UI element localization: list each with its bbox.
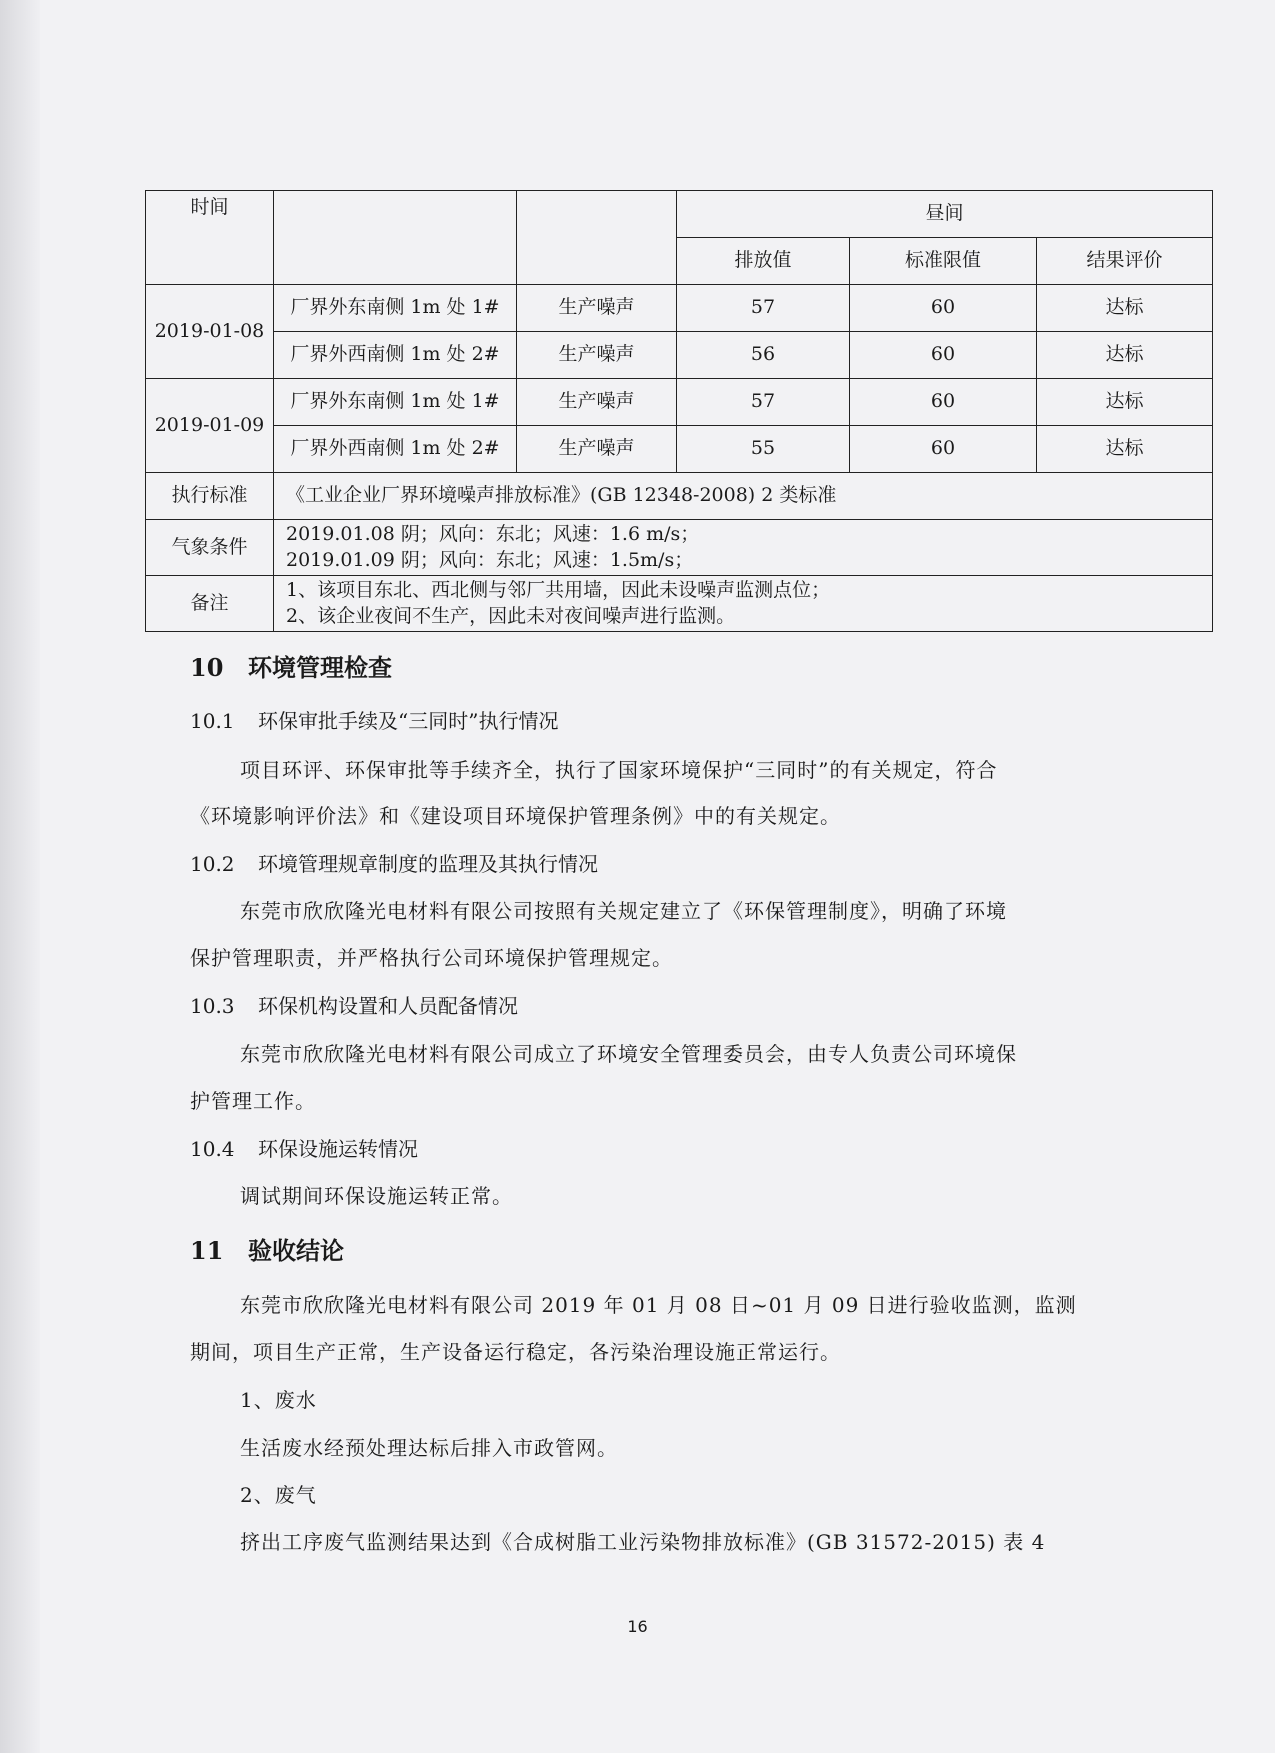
header-source [517,191,677,285]
subsection-number: 10.4 [190,1137,235,1161]
result-cell: 达标 [1037,285,1213,332]
source-cell: 生产噪声 [517,332,677,379]
table-row [146,285,1213,332]
limit-cell: 60 [850,426,1037,473]
paragraph-line: 东莞市欣欣隆光电材料有限公司按照有关规定建立了《环保管理制度》，明确了环境 [240,899,1007,923]
weather-text [274,520,1213,576]
header-result: 结果评价 [1037,238,1213,285]
subsection-number: 10.2 [190,852,235,876]
weather-line: 2019.01.08 阴；风向：东北；风速：1.6 m/s； [286,522,700,545]
emission-cell: 55 [677,426,850,473]
header-time: 时间 [146,191,274,285]
emission-cell: 56 [677,332,850,379]
subsection-10-4-heading [190,1133,418,1162]
subsection-10-1-heading [190,705,558,734]
standard-text: 《工业企业厂界环境噪声排放标准》(GB 12348-2008) 2 类标准 [274,473,1213,520]
notes-label: 备注 [146,576,274,632]
table-row [146,379,1213,426]
limit-cell: 60 [850,332,1037,379]
result-cell: 达标 [1037,379,1213,426]
section-number: 11 [190,1236,224,1265]
result-cell: 达标 [1037,332,1213,379]
standard-label: 执行标准 [146,473,274,520]
paragraph-line: 《环境影响评价法》和《建设项目环境保护管理条例》中的有关规定。 [190,804,841,828]
emission-cell: 57 [677,379,850,426]
paragraph-line: 期间，项目生产正常，生产设备运行稳定，各污染治理设施正常运行。 [190,1340,841,1364]
page-number: 16 [627,1617,648,1636]
point-cell: 厂界外西南侧 1m 处 2# [274,332,517,379]
point-cell: 厂界外东南侧 1m 处 1# [274,379,517,426]
header-point [274,191,517,285]
notes-text [274,576,1213,632]
subsection-10-2-heading [190,848,598,877]
section-title: 验收结论 [248,1236,344,1265]
scan-page-edge [0,0,40,1753]
subsection-number: 10.3 [190,994,235,1018]
section-10-heading [190,648,392,683]
source-cell: 生产噪声 [517,379,677,426]
point-cell: 厂界外东南侧 1m 处 1# [274,285,517,332]
section-number: 10 [190,653,224,682]
source-cell: 生产噪声 [517,426,677,473]
list-item-heading: 1、废水 [240,1388,317,1412]
paragraph-line: 保护管理职责，并严格执行公司环境保护管理规定。 [190,946,673,970]
table-row [146,426,1213,473]
limit-cell: 60 [850,379,1037,426]
paragraph-line: 护管理工作。 [190,1089,316,1113]
subsection-title: 环保设施运转情况 [258,1137,418,1161]
subsection-title: 环保机构设置和人员配备情况 [258,994,518,1018]
noise-monitoring-table [145,190,1213,632]
section-11-heading [190,1231,344,1266]
date-cell: 2019-01-09 [146,379,274,473]
limit-cell: 60 [850,285,1037,332]
point-cell: 厂界外西南侧 1m 处 2# [274,426,517,473]
notes-line: 2、该企业夜间不生产，因此未对夜间噪声进行监测。 [286,604,736,627]
result-cell: 达标 [1037,426,1213,473]
section-title: 环境管理检查 [248,653,392,682]
list-item-heading: 2、废气 [240,1483,317,1507]
subsection-number: 10.1 [190,709,235,733]
header-emission: 排放值 [677,238,850,285]
table-row [146,332,1213,379]
notes-line: 1、该项目东北、西北侧与邻厂共用墙，因此未设噪声监测点位； [286,578,831,601]
header-limit: 标准限值 [850,238,1037,285]
source-cell: 生产噪声 [517,285,677,332]
paragraph-line: 东莞市欣欣隆光电材料有限公司 2019 年 01 月 08 日~01 月 09 日进行验收监测，监测 [240,1293,1077,1317]
paragraph-line: 生活废水经预处理达标后排入市政管网。 [240,1436,618,1460]
weather-label: 气象条件 [146,520,274,576]
paragraph-line: 东莞市欣欣隆光电材料有限公司成立了环境安全管理委员会，由专人负责公司环境保 [240,1042,1017,1066]
subsection-10-3-heading [190,990,518,1019]
weather-line: 2019.01.09 阴；风向：东北；风速：1.5m/s； [286,548,694,571]
paragraph-line: 调试期间环保设施运转正常。 [240,1184,513,1208]
paragraph-line: 项目环评、环保审批等手续齐全，执行了国家环境保护“三同时”的有关规定，符合 [240,758,998,782]
paragraph-line: 挤出工序废气监测结果达到《合成树脂工业污染物排放标准》(GB 31572-2015) 表 4 [240,1530,1046,1554]
subsection-title: 环境管理规章制度的监理及其执行情况 [258,852,598,876]
header-daytime: 昼间 [677,191,1213,238]
date-cell: 2019-01-08 [146,285,274,379]
subsection-title: 环保审批手续及“三同时”执行情况 [258,709,559,733]
emission-cell: 57 [677,285,850,332]
